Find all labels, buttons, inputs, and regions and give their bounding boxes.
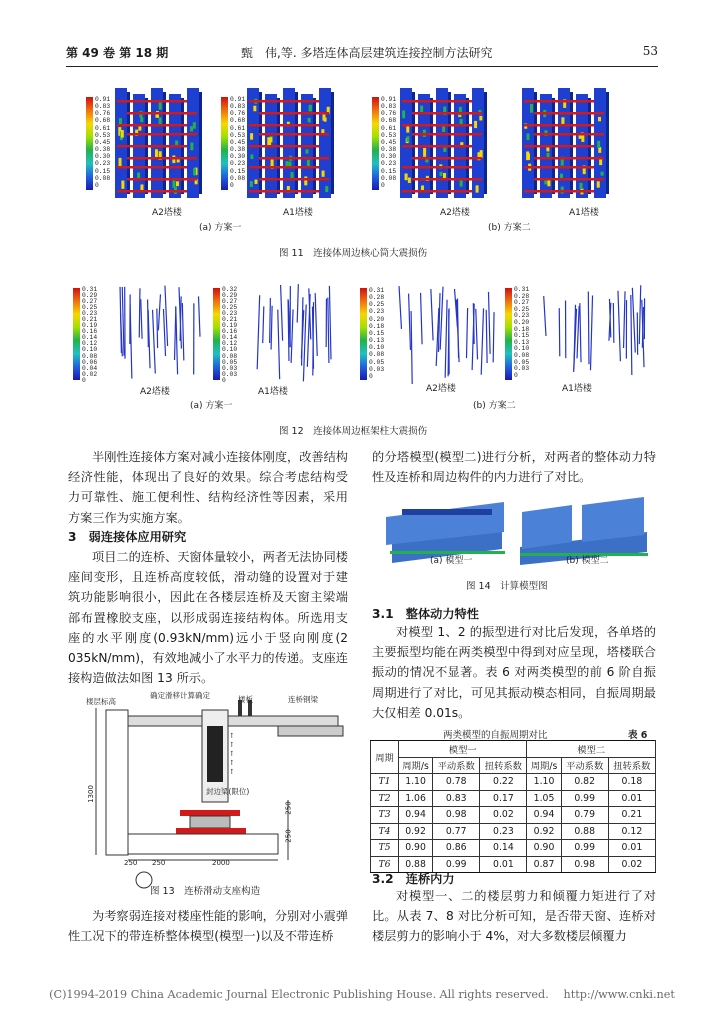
legend-value: 0.08	[230, 174, 246, 182]
model-2-tower-b	[582, 497, 644, 542]
cell-value: 0.94	[399, 807, 433, 824]
subcaption-12a: (a) 方案一	[190, 401, 233, 411]
label-slide-gap: 确定滑移计算确定	[150, 691, 210, 700]
frame-column	[182, 303, 183, 360]
cell-value: 0.77	[433, 823, 480, 840]
legend-value: 0.23	[95, 160, 111, 168]
cell-value: 0.86	[433, 840, 480, 857]
legend-value: 0.25	[369, 301, 385, 309]
label-edge-beam-limit: 封边梁(限位)	[206, 787, 250, 796]
legend-value: 0.10	[369, 344, 385, 352]
legend-value: 0.76	[381, 110, 397, 118]
legend-value: 0.20	[369, 315, 385, 323]
legend-value: 0.05	[369, 358, 385, 366]
calculation-model-render	[372, 487, 656, 567]
subcaption-14a: (a) 模型一	[430, 556, 473, 566]
legend-value: 0.53	[381, 131, 397, 139]
legend-value: 0.08	[82, 352, 98, 360]
cell-value: 0.98	[433, 807, 480, 824]
legend-value: 0.83	[95, 103, 111, 111]
legend-value: 0.76	[95, 110, 111, 118]
legend-value: 0.03	[514, 365, 530, 373]
figure-11-caption: 图 11 连接体周边核心筒大震损伤	[279, 248, 428, 259]
left-paragraph-2: 项目二的连桥、天窗体量较小，两者无法协同楼座间变形，且连桥高度较低，滑动缝的设置对于建筑功能影响很小，因此在各楼层连桥及天窗主梁端部布置橡胶支座，以形成弱连接结构体。所选用支座的水平刚度(0.93kN/mm)远小于竖向刚度(2 035kN/mm)，有效地减小了水平力的传递。支座连接构造做法如图 13 所示。	[68, 550, 348, 686]
article-running-title: 甄 伟,等. 多塔连体高层建筑连接控制方法研究	[241, 46, 493, 60]
frame-column	[559, 308, 560, 356]
frame-column	[297, 284, 298, 322]
frame-column	[577, 306, 579, 358]
frame-column	[440, 287, 443, 350]
cell-value: 0.79	[561, 807, 608, 824]
label-a1-tower-d: A1塔楼	[562, 384, 592, 394]
page-number: 53	[642, 44, 658, 58]
legend-value: 0.23	[230, 160, 246, 168]
dim-250-right-top: 250	[284, 801, 293, 815]
legend-value: 0.91	[381, 96, 397, 103]
label-a2-tower-d: A2塔楼	[426, 384, 456, 394]
legend-value: 0.68	[95, 117, 111, 125]
right-paragraph-3: 对模型一、二的楼层剪力和倾覆力矩进行了对比。从表 7、8 对比分析可知，是否带天窗、连桥对楼层剪力的影响小于 4%，对大多数楼层倾覆力	[372, 889, 656, 944]
legend-value: 0.02	[82, 370, 98, 378]
cell-value: 0.01	[480, 856, 527, 873]
legend-value: 0.14	[82, 334, 98, 342]
frame-column	[590, 296, 592, 371]
frame-column	[263, 306, 264, 343]
legend-value: 0	[514, 371, 518, 379]
dim-250-bottom-left: 250	[124, 859, 138, 867]
model-1-bridge	[402, 509, 492, 515]
legend-value: 0.25	[514, 305, 530, 313]
label-a1-tower-b: A1塔楼	[569, 208, 599, 218]
legend-value: 0.13	[514, 338, 530, 346]
legend-value: 0.53	[230, 131, 246, 139]
frame-column	[328, 298, 329, 364]
col-period-s-2: 周期/s	[527, 757, 561, 774]
col-model-2: 模型二	[527, 741, 656, 758]
legend-value: 0.10	[82, 346, 98, 354]
frame-column	[157, 309, 158, 348]
legend-value: 0.18	[514, 325, 530, 333]
cell-value: 0.78	[433, 774, 480, 791]
arrow-mark: ↑	[229, 741, 235, 749]
dim-250-right-bottom: 250	[284, 829, 293, 843]
legend-value: 0.68	[381, 117, 397, 125]
frame-column	[278, 310, 280, 380]
frame-column	[486, 310, 487, 363]
legend-value: 0.15	[514, 332, 530, 340]
steel-beam-flange	[278, 726, 343, 736]
table-row	[371, 790, 656, 807]
table-row	[371, 823, 656, 840]
cell-value: 1.10	[399, 774, 433, 791]
period-label: T6	[371, 856, 399, 873]
col-model-1: 模型一	[399, 741, 527, 758]
cell-value: 0.17	[480, 790, 527, 807]
cell-value: 0.99	[561, 840, 608, 857]
cell-value: 0.88	[399, 856, 433, 873]
figure-12-caption: 图 12 连接体周边框架柱大震损伤	[279, 426, 428, 437]
legend-value: 0.68	[230, 117, 246, 125]
subcaption-14b: (b) 模型二	[566, 556, 609, 566]
frame-column	[271, 306, 272, 350]
cell-value: 0.18	[608, 774, 655, 791]
legend-value: 0	[95, 181, 99, 189]
figure-12	[0, 0, 724, 440]
table-6-label: 表 6	[628, 730, 648, 741]
frame-column	[409, 294, 411, 350]
legend-value: 0.45	[381, 138, 397, 146]
legend-value: 0.10	[514, 345, 530, 353]
legend-value: 0.38	[230, 146, 246, 154]
cell-value: 0.87	[527, 856, 561, 873]
col-trans-2: 平动系数	[561, 757, 608, 774]
legend-value: 0.03	[222, 370, 238, 378]
cell-value: 0.02	[480, 807, 527, 824]
legend-value: 0.12	[222, 340, 238, 348]
legend-value: 0.23	[369, 308, 385, 316]
dim-2000: 2000	[212, 859, 230, 867]
cell-value: 0.21	[608, 807, 655, 824]
legend-value: 0.29	[222, 292, 238, 300]
legend-value: 0.53	[95, 131, 111, 139]
subcaption-11a: (a) 方案一	[199, 223, 242, 233]
col-tors-1: 扭转系数	[480, 757, 527, 774]
subcaption-12b: (b) 方案二	[473, 401, 516, 411]
cell-value: 0.23	[480, 823, 527, 840]
legend-value: 0.21	[82, 316, 98, 324]
label-floor-level: 楼层标高	[86, 697, 116, 706]
cell-value: 0.90	[527, 840, 561, 857]
cell-value: 1.10	[527, 774, 561, 791]
legend-value: 0	[369, 372, 373, 380]
legend-value: 0.61	[381, 124, 397, 132]
frame-column	[488, 292, 490, 354]
arrow-mark: ↑	[229, 750, 235, 758]
label-a2-tower-b: A2塔楼	[440, 208, 470, 218]
legend-value: 0.08	[381, 174, 397, 182]
legend-value: 0.30	[95, 153, 111, 161]
frame-column	[165, 286, 168, 346]
figure-13-caption: 图 13 连桥滑动支座构造	[150, 886, 261, 897]
period-label: T3	[371, 807, 399, 824]
legend-value: 0.15	[381, 167, 397, 175]
frame-column	[270, 298, 271, 343]
floor-slab	[128, 716, 338, 726]
right-paragraph-2: 对模型 1、2 的振型进行对比后发现，各单塔的主要振型均能在两类模型中得到对应呈现，塔楼联合振动的情况不显著。表 6 对两类模型的前 6 阶自振周期进行了对比，可见其振动模态相同，自振周期最大仅相差 0.01s。	[372, 625, 656, 720]
frame-column	[544, 296, 546, 336]
col-period-s-1: 周期/s	[399, 757, 433, 774]
dim-1300: 1300	[86, 785, 95, 803]
frame-column	[329, 286, 331, 360]
label-a1-tower-c: A1塔楼	[258, 387, 288, 397]
legend-value: 0.32	[222, 286, 238, 293]
cell-value: 0.02	[608, 856, 655, 873]
legend-value: 0	[381, 181, 385, 189]
legend-value: 0.27	[82, 298, 98, 306]
frame-column	[175, 308, 176, 360]
cell-value: 0.94	[527, 807, 561, 824]
steel-web	[207, 726, 223, 782]
table-row	[371, 840, 656, 857]
section-3-1-heading: 3.1 整体动力特性	[372, 607, 479, 621]
legend-value: 0.06	[82, 358, 98, 366]
cell-value: 0.90	[399, 840, 433, 857]
frame-column	[466, 308, 467, 358]
legend-value: 0.10	[222, 346, 238, 354]
legend-value: 0.16	[82, 328, 98, 336]
legend-value: 0	[230, 181, 234, 189]
frame-column	[291, 310, 293, 363]
frame-column	[257, 295, 259, 369]
period-label: T4	[371, 823, 399, 840]
table-row	[371, 807, 656, 824]
legend-value: 0.15	[95, 167, 111, 175]
legend-value: 0.15	[230, 167, 246, 175]
legend-value: 0.31	[369, 287, 385, 294]
frame-column	[631, 295, 632, 375]
legend-value: 0.76	[230, 110, 246, 118]
legend-value: 0.20	[514, 318, 530, 326]
table-row	[371, 774, 656, 791]
cell-value: 0.99	[433, 856, 480, 873]
label-a2-tower-c: A2塔楼	[140, 387, 170, 397]
cell-value: 0.99	[561, 790, 608, 807]
period-label: T1	[371, 774, 399, 791]
legend-value: 0.27	[222, 298, 238, 306]
legend-value: 0.19	[82, 322, 98, 330]
left-paragraph-1: 半刚性连接体方案对减小连接体刚度，改善结构经济性能，体现出了良好的效果。综合考虑结构受力可靠性、施工便利性、结构经济性等因素，采用方案三作为实施方案。	[68, 450, 348, 525]
legend-value: 0.16	[222, 328, 238, 336]
frame-column	[281, 285, 283, 341]
legend-value: 0.05	[222, 358, 238, 366]
legend-value: 0.08	[95, 174, 111, 182]
legend-value: 0.03	[369, 365, 385, 373]
legend-value: 0.23	[222, 310, 238, 318]
legend-value: 0.15	[369, 329, 385, 337]
frame-column	[580, 303, 581, 362]
legend-value: 0.31	[82, 286, 98, 293]
rubber-bearing	[190, 816, 230, 828]
legend-value: 0.61	[230, 124, 246, 132]
journal-issue: 第 49 卷 第 18 期	[66, 46, 169, 60]
legend-value: 0.04	[82, 364, 98, 372]
period-label: T2	[371, 790, 399, 807]
legend-value: 0.30	[230, 153, 246, 161]
figure-13	[68, 690, 348, 890]
legend-value: 0.25	[82, 304, 98, 312]
legend-value: 0.23	[514, 312, 530, 320]
period-label: T5	[371, 840, 399, 857]
frame-column-damage-render	[0, 0, 724, 440]
frame-column	[624, 291, 625, 348]
frame-column	[445, 300, 447, 378]
cell-value: 0.22	[480, 774, 527, 791]
legend-value: 0.21	[222, 316, 238, 324]
arrow-mark: ↑	[229, 768, 235, 776]
dim-250-bottom-mid: 250	[152, 859, 166, 867]
legend-value: 0.23	[381, 160, 397, 168]
subcaption-11b: (b) 方案二	[488, 223, 531, 233]
arrow-mark: ↑	[229, 732, 235, 740]
legend-value: 0.38	[381, 146, 397, 154]
legend-value: 0.31	[514, 286, 530, 293]
cell-value: 0.82	[561, 774, 608, 791]
frame-column	[158, 294, 160, 330]
section-3-2-heading: 3.2 连桥内力	[372, 872, 455, 886]
col-period: 周期	[371, 741, 399, 774]
legend-value: 0.83	[381, 103, 397, 111]
frame-column	[493, 312, 494, 362]
col-trans-1: 平动系数	[433, 757, 480, 774]
legend-value: 0.19	[222, 322, 238, 330]
frame-column	[399, 286, 401, 329]
frame-column	[438, 293, 440, 352]
figure-14-caption: 图 14 计算模型图	[466, 581, 548, 592]
frame-column	[481, 308, 483, 374]
top-plate	[180, 810, 240, 816]
cell-value: 0.92	[399, 823, 433, 840]
cell-value: 0.88	[561, 823, 608, 840]
legend-value: 0	[222, 376, 226, 384]
frame-column	[302, 297, 303, 365]
frame-column	[315, 293, 317, 356]
legend-value: 0.91	[95, 96, 111, 103]
legend-value: 0.91	[230, 96, 246, 103]
table-6	[370, 740, 656, 873]
legend-value: 0.38	[95, 146, 111, 154]
legend-value: 0.83	[230, 103, 246, 111]
label-a2-tower-a: A2塔楼	[152, 208, 182, 218]
frame-column	[122, 287, 124, 356]
label-a1-tower-a: A1塔楼	[283, 208, 313, 218]
model-2-tower-a	[522, 505, 572, 549]
legend-value: 0	[82, 376, 86, 384]
frame-column	[618, 291, 620, 361]
legend-value: 0.61	[95, 124, 111, 132]
frame-column	[639, 285, 640, 344]
legend-value: 0.08	[369, 351, 385, 359]
legend-value: 0.28	[514, 292, 530, 300]
frame-column	[588, 292, 589, 365]
frame-column	[139, 288, 140, 337]
cell-value: 0.83	[433, 790, 480, 807]
right-paragraph-1: 的分塔模型(模型二)进行分析，对两者的整体动力特性及连桥和周边构件的内力进行了对比。	[372, 450, 656, 485]
legend-value: 0.05	[514, 358, 530, 366]
cell-value: 0.14	[480, 840, 527, 857]
frame-column	[476, 309, 478, 360]
legend-value: 0.28	[369, 294, 385, 302]
legend-value: 0.30	[381, 153, 397, 161]
arrow-mark: ↑	[229, 759, 235, 767]
cell-value: 0.98	[561, 856, 608, 873]
frame-column	[421, 293, 423, 344]
frame-column	[153, 310, 156, 374]
section-3-heading: 3 弱连接体应用研究	[68, 530, 187, 544]
col-tors-2: 扭转系数	[608, 757, 655, 774]
copyright-footer: (C)1994-2019 China Academic Journal Electronic Publishing House. All rights reserved. http://www.cnki.net	[49, 988, 675, 1001]
frame-column	[148, 299, 149, 347]
frame-column	[141, 299, 142, 339]
cell-value: 0.01	[608, 840, 655, 857]
legend-value: 0.14	[222, 334, 238, 342]
legend-value: 0.45	[95, 138, 111, 146]
bottom-plate	[176, 828, 246, 834]
legend-value: 0.12	[82, 340, 98, 348]
cell-value: 1.06	[399, 790, 433, 807]
cell-value: 0.01	[608, 790, 655, 807]
legend-value: 0.08	[222, 352, 238, 360]
label-bridge-steel-beam: 连桥钢梁	[288, 695, 318, 704]
legend-value: 0.27	[514, 299, 530, 307]
legend-value: 0.13	[369, 337, 385, 345]
cell-value: 0.12	[608, 823, 655, 840]
frame-column	[411, 311, 412, 384]
table-6-title: 两类模型的自振周期对比	[443, 730, 548, 741]
legend-value: 0.18	[369, 322, 385, 330]
legend-value: 0.03	[222, 364, 238, 372]
legend-value: 0.08	[514, 351, 530, 359]
left-paragraph-3: 为考察弱连接对楼座性能的影响，分别对小震弹性工况下的带连桥整体模型(模型一)以及不带连桥	[68, 909, 348, 944]
cell-value: 1.05	[527, 790, 561, 807]
label-slab: 楼板	[238, 695, 253, 704]
frame-column	[431, 289, 433, 340]
legend-value: 0.23	[82, 310, 98, 318]
frame-column	[163, 309, 165, 356]
legend-value: 0.29	[82, 292, 98, 300]
cell-value: 0.92	[527, 823, 561, 840]
legend-value: 0.25	[222, 304, 238, 312]
frame-column	[198, 296, 200, 336]
legend-value: 0.45	[230, 138, 246, 146]
frame-column	[632, 288, 635, 353]
